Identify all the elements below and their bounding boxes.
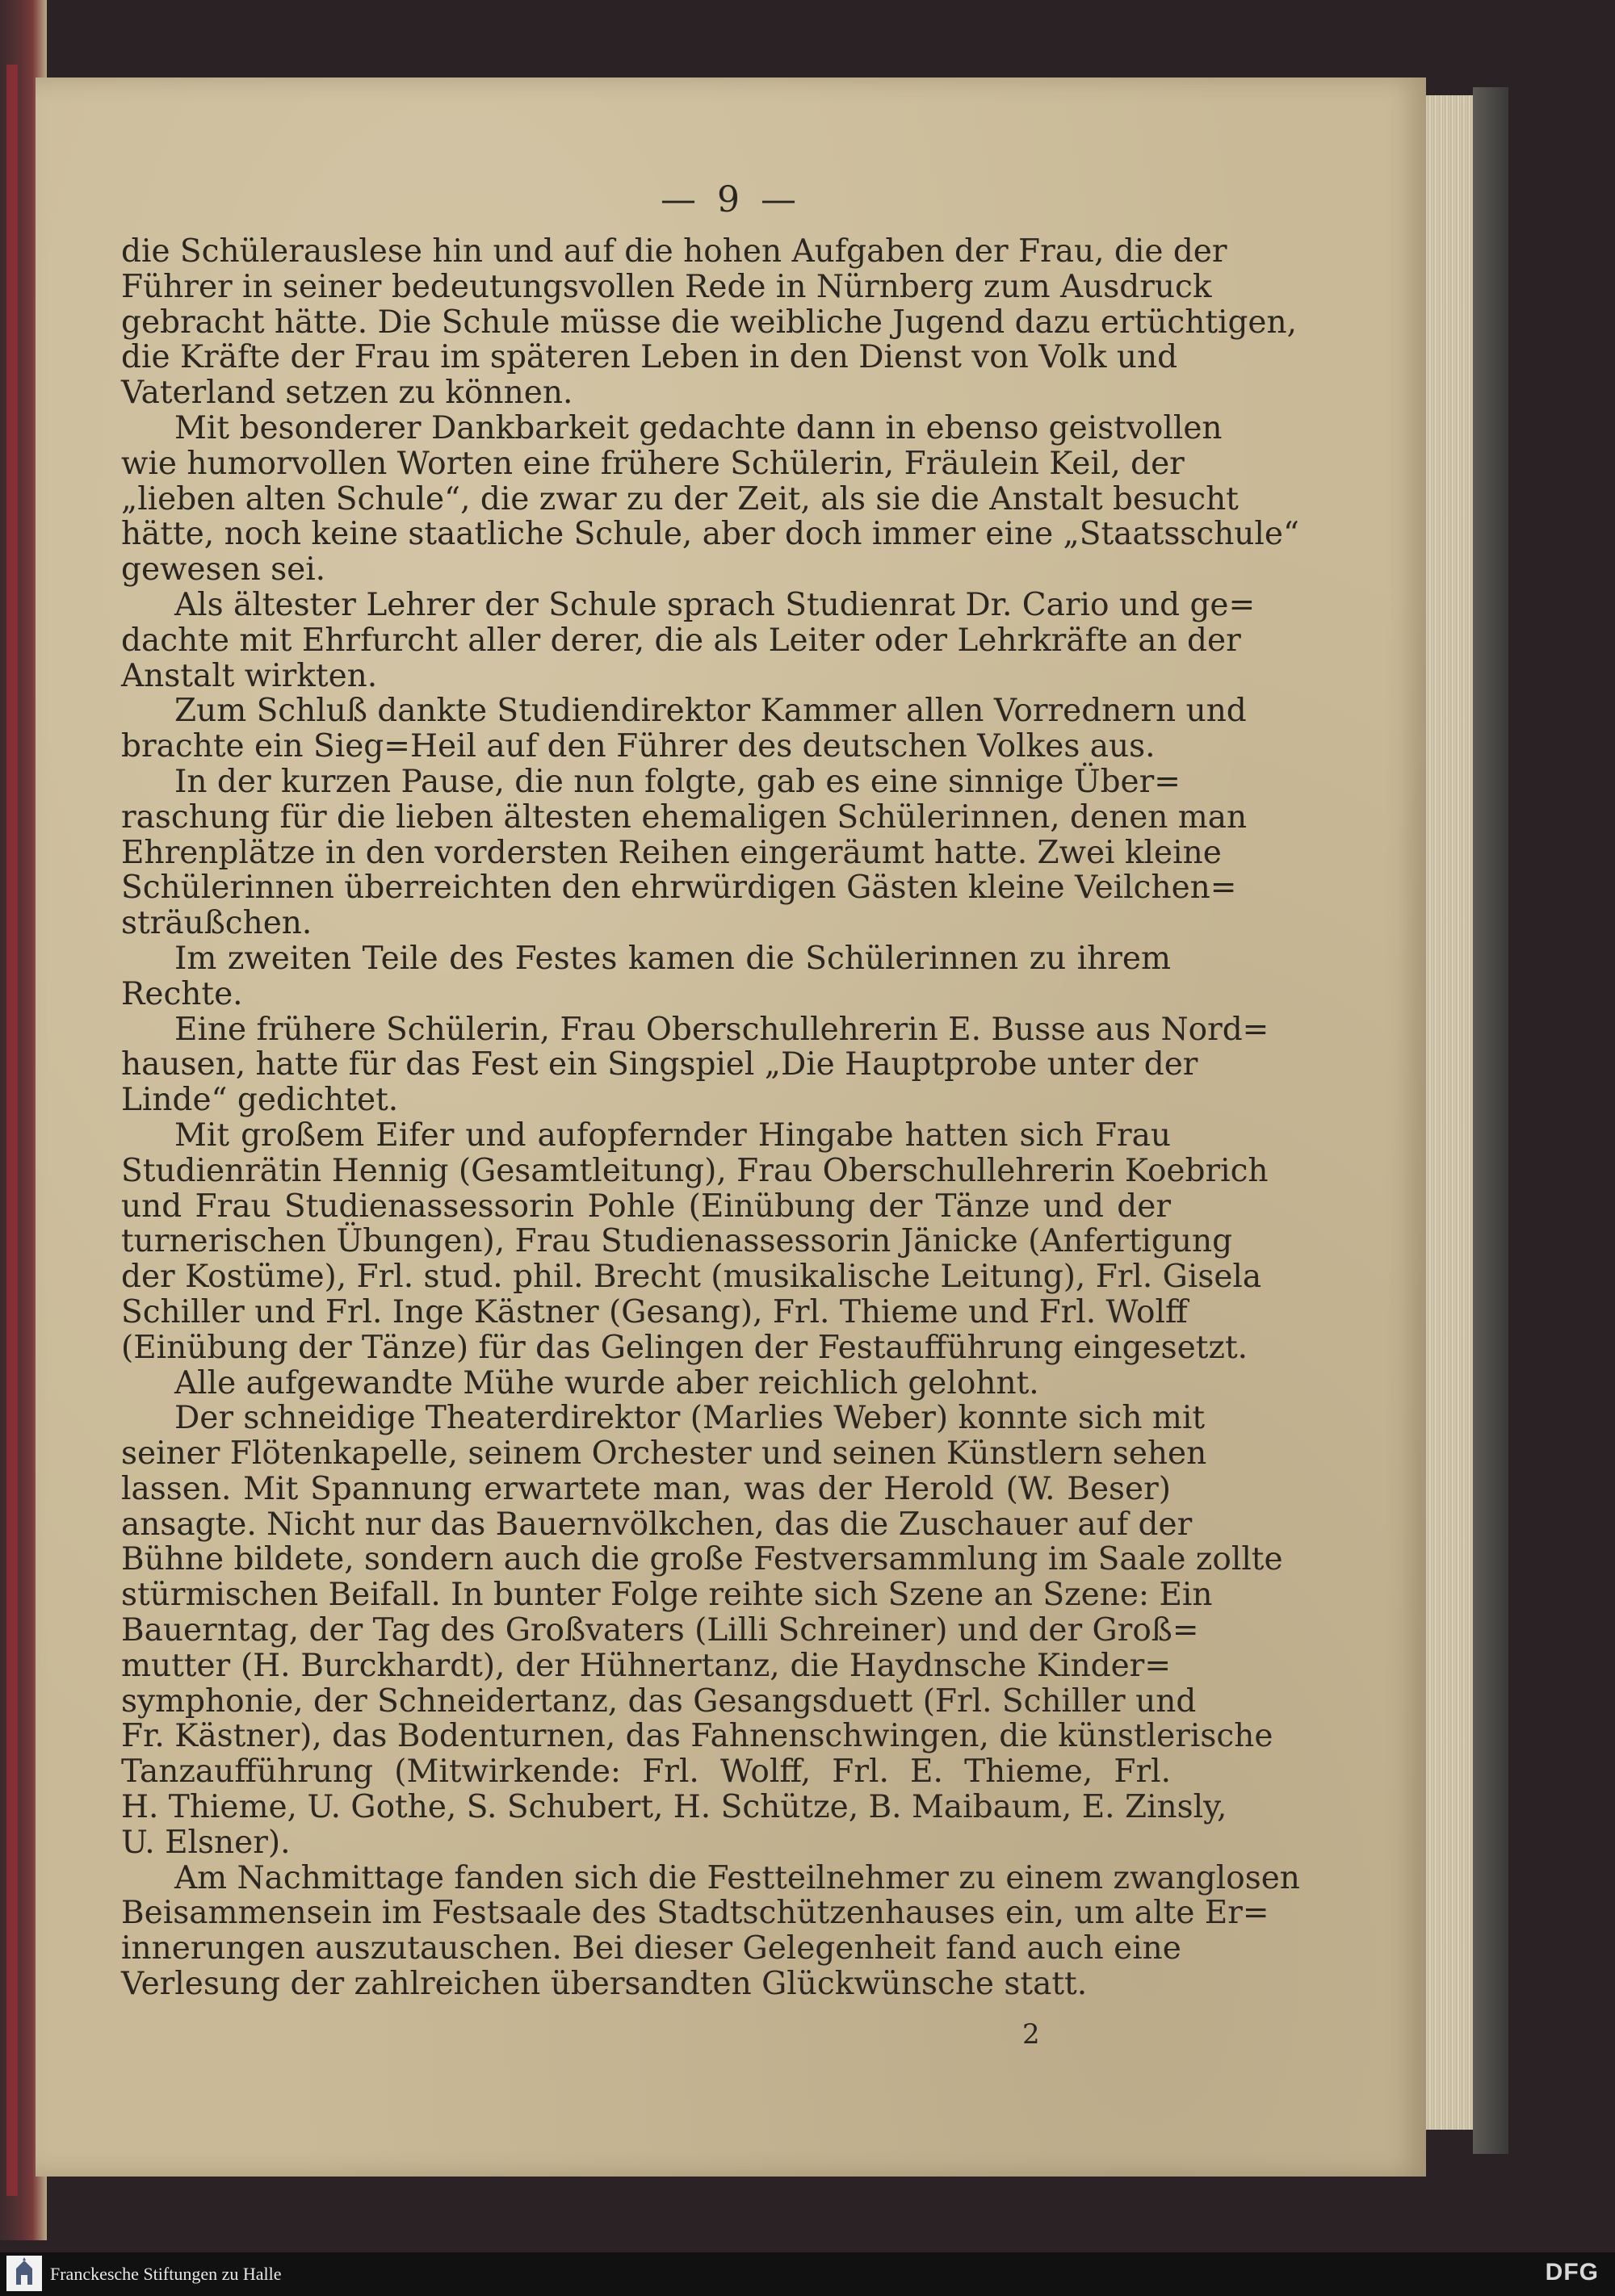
text-line: Im zweiten Teile des Festes kamen die Schülerinnen zu ihrem	[174, 940, 1171, 977]
text-line: Am Nachmittage fanden sich die Festteilnehmer zu einem zwanglosen	[174, 1859, 1300, 1896]
text-line: lassen. Mit Spannung erwartete man, was der Herold (W. Beser)	[121, 1470, 1171, 1507]
text-line: stürmischen Beifall. In bunter Folge reihte sich Szene an Szene: Ein	[121, 1577, 1213, 1614]
text-line: Fr. Kästner), das Bodenturnen, das Fahnenschwingen, die künstlerische	[121, 1718, 1273, 1755]
page-number-header: — 9 —	[661, 179, 801, 220]
text-line: raschung für die lieben ältesten ehemaligen Schülerinnen, denen man	[121, 798, 1248, 836]
text-line: wie humorvollen Worten eine frühere Schülerin, Fräulein Keil, der	[121, 445, 1185, 482]
text-line: Studienrätin Hennig (Gesamtleitung), Frau Oberschullehrerin Koebrich	[121, 1152, 1269, 1189]
text-line: U. Elsner).	[121, 1824, 291, 1861]
signature-mark: 2	[1022, 2018, 1040, 2051]
footer-institution-name: Franckesche Stiftungen zu Halle	[50, 2264, 282, 2284]
text-line: Schiller und Frl. Inge Kästner (Gesang), Frl. Thieme und Frl. Wolff	[121, 1293, 1188, 1330]
text-line: Ehrenplätze in den vordersten Reihen eingeräumt hatte. Zwei kleine	[121, 834, 1222, 871]
text-line: Anstalt wirkten.	[121, 657, 378, 694]
text-line: dachte mit Ehrfurcht aller derer, die als Leiter oder Lehrkräfte an der	[121, 622, 1241, 659]
book-cover-right	[1473, 87, 1508, 2154]
text-line: der Kostüme), Frl. stud. phil. Brecht (musikalische Leitung), Frl. Gisela	[121, 1259, 1262, 1296]
text-line: Mit besonderer Dankbarkeit gedachte dann in ebenso geistvollen	[174, 409, 1223, 446]
text-line: symphonie, der Schneidertanz, das Gesangsduett (Frl. Schiller und	[121, 1682, 1197, 1720]
text-line: ansagte. Nicht nur das Bauernvölkchen, das die Zuschauer auf der	[121, 1506, 1193, 1543]
text-line: seiner Flötenkapelle, seinem Orchester und seinen Künstlern sehen	[121, 1435, 1207, 1473]
institution-logo-icon	[6, 2256, 42, 2291]
text-line: gebracht hätte. Die Schule müsse die weibliche Jugend dazu ertüchtigen,	[121, 304, 1298, 341]
text-line: Zum Schluß dankte Studiendirektor Kammer allen Vorrednern und	[174, 693, 1247, 730]
text-line: und Frau Studienassessorin Pohle (Einübung der Tänze und der	[121, 1188, 1171, 1225]
text-line: brachte ein Sieg=Heil auf den Führer des deutschen Volkes aus.	[121, 728, 1156, 765]
text-line: hätte, noch keine staatliche Schule, aber doch immer eine „Staatsschule“	[121, 516, 1299, 553]
text-line: H. Thieme, U. Gothe, S. Schubert, H. Schütze, B. Maibaum, E. Zinsly,	[121, 1789, 1227, 1826]
text-line: Bauerntag, der Tag des Großvaters (Lilli Schreiner) und der Groß=	[121, 1612, 1199, 1649]
text-line: hausen, hatte für das Fest ein Singspiel „Die Hauptprobe unter der	[121, 1046, 1198, 1083]
text-line: Eine frühere Schülerin, Frau Oberschullehrerin E. Busse aus Nord=	[174, 1011, 1269, 1048]
text-line: (Einübung der Tänze) für das Gelingen der Festaufführung eingesetzt.	[121, 1329, 1248, 1366]
text-line: Rechte.	[121, 975, 243, 1012]
text-line: Linde“ gedichtet.	[121, 1082, 399, 1119]
text-line: gewesen sei.	[121, 551, 326, 589]
text-line: Der schneidige Theaterdirektor (Marlies Weber) konnte sich mit	[174, 1400, 1205, 1437]
text-line: Schülerinnen überreichten den ehrwürdigen Gästen kleine Veilchen=	[121, 869, 1237, 907]
text-line: innerungen auszutauschen. Bei dieser Gelegenheit fand auch eine	[121, 1930, 1181, 1967]
text-line: Mit großem Eifer und aufopfernder Hingabe hatten sich Frau	[174, 1117, 1171, 1154]
footer-bar	[0, 2252, 1615, 2296]
text-line: turnerischen Übungen), Frau Studienassessorin Jänicke (Anfertigung	[121, 1223, 1233, 1260]
body-text	[121, 233, 1300, 2003]
text-line: Alle aufgewandte Mühe wurde aber reichlich gelohnt.	[174, 1364, 1039, 1401]
text-line: Führer in seiner bedeutungsvollen Rede in Nürnberg zum Ausdruck	[121, 268, 1212, 305]
text-line: Verlesung der zahlreichen übersandten Glückwünsche statt.	[121, 1966, 1088, 2003]
text-line: die Kräfte der Frau im späteren Leben in den Dienst von Volk und	[121, 339, 1178, 376]
text-line: die Schülerauslese hin und auf die hohen Aufgaben der Frau, die der	[121, 233, 1227, 270]
text-line: mutter (H. Burckhardt), der Hühnertanz, die Haydnsche Kinder=	[121, 1647, 1171, 1684]
text-line: sträußchen.	[121, 905, 313, 942]
text-line: „lieben alten Schule“, die zwar zu der Zeit, als sie die Anstalt besucht	[121, 480, 1239, 517]
text-line: In der kurzen Pause, die nun folgte, gab es eine sinnige Über=	[174, 763, 1181, 800]
text-line: Beisammensein im Festsaale des Stadtschützenhauses ein, um alte Er=	[121, 1895, 1269, 1932]
text-line: Als ältester Lehrer der Schule sprach Studienrat Dr. Cario und ge=	[174, 586, 1256, 623]
text-line: Vaterland setzen zu können.	[121, 375, 573, 412]
text-line: Bühne bildete, sondern auch die große Festversammlung im Saale zollte	[121, 1541, 1283, 1578]
dfg-logo: DFG	[1545, 2259, 1599, 2286]
text-line: Tanzaufführung (Mitwirkende: Frl. Wolff, Frl. E. Thieme, Frl.	[121, 1753, 1171, 1791]
